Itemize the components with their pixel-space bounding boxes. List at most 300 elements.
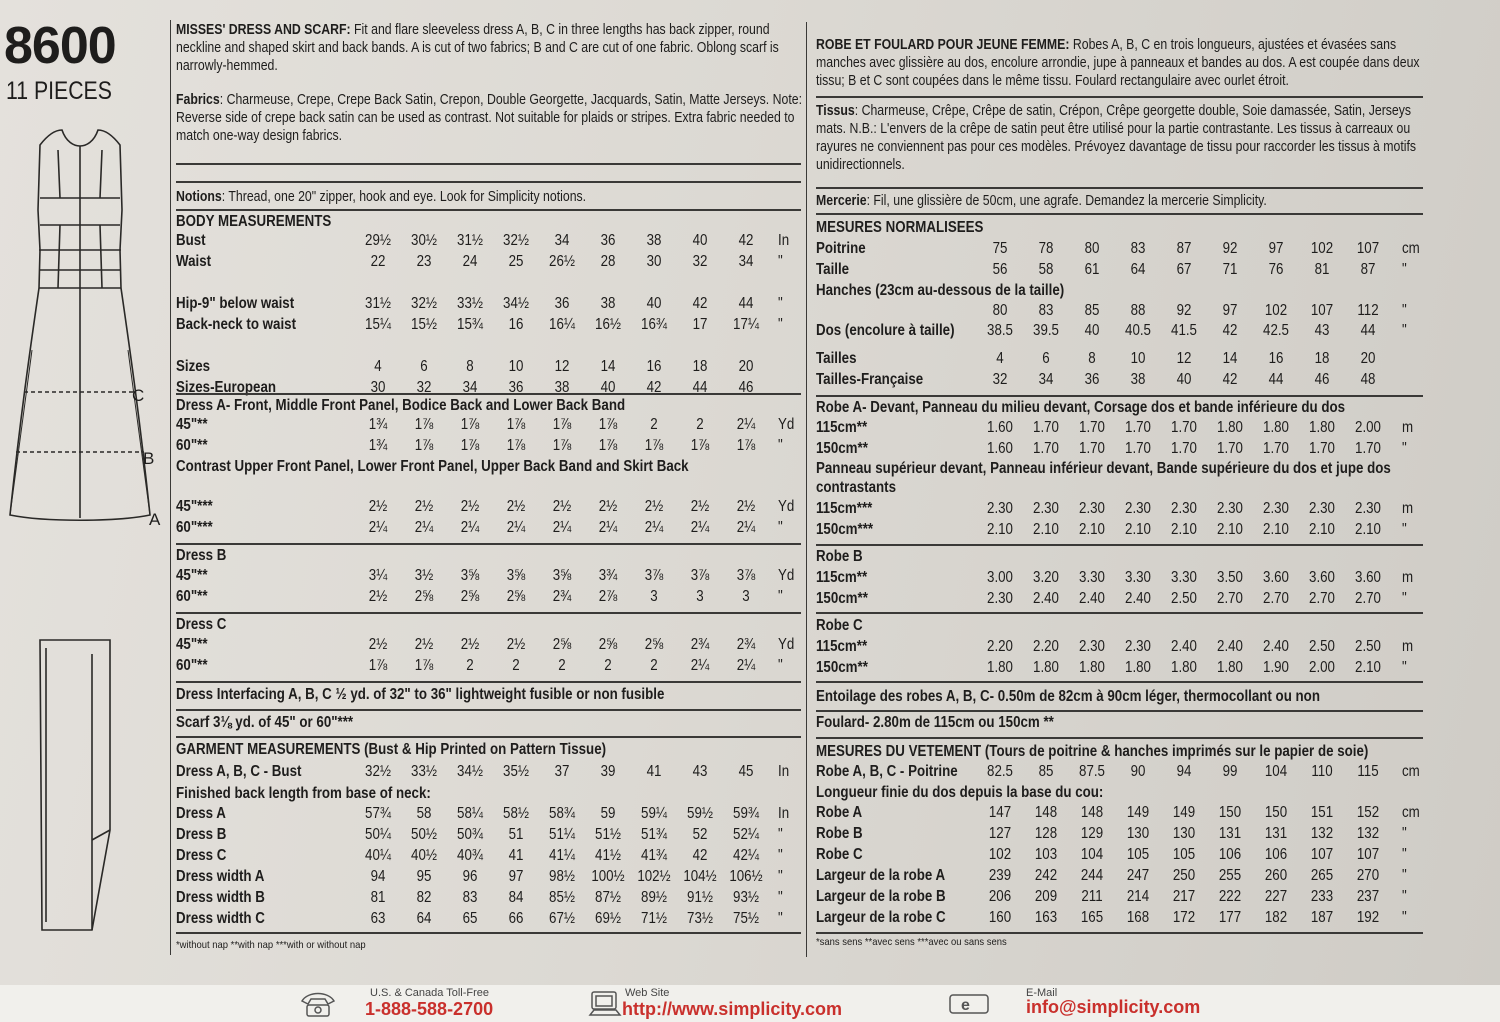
table-row <box>176 588 801 609</box>
size-value: 2¼ <box>690 657 710 674</box>
table-row <box>176 868 801 889</box>
size-value: 3.60 <box>1263 569 1289 586</box>
size-value: 34½ <box>503 295 529 312</box>
size-value: 51½ <box>595 826 621 843</box>
size-value: 2.30 <box>1309 500 1335 517</box>
table-row <box>816 419 1423 440</box>
size-value: 40½ <box>411 847 437 864</box>
rule <box>816 710 1423 712</box>
size-value: 150 <box>1218 804 1242 821</box>
size-value: 34 <box>738 253 754 270</box>
size-value: 31½ <box>457 232 483 249</box>
size-value: 34 <box>462 379 478 396</box>
size-value: 2.70 <box>1263 590 1289 607</box>
fr-fabrics: : Charmeuse, Crêpe, Crêpe de satin, Crépon, Crêpe georgette double, Soie damassée, Satin, Jerseys mats. N.B.: L'envers de la crêpe de satin peut être utilisé pour la partie contrastante. Les tissus à carreaux ou rayures ne conviennent pas pour ces modèles. Prévoyez davantage de tissu pour raccorder les tissus à motifs unidirectionnels. <box>816 103 1417 174</box>
table-row <box>816 888 1423 909</box>
unit-label: cm <box>1402 763 1420 780</box>
pattern-number: 8600 <box>4 17 116 75</box>
size-value: 18 <box>1314 350 1330 367</box>
size-value: 132 <box>1310 825 1334 842</box>
row-label: 45"** <box>176 416 208 433</box>
unit-label: " <box>778 253 783 270</box>
size-value: 3⅞ <box>736 567 756 584</box>
row-label: 45"** <box>176 636 208 653</box>
size-value: 94 <box>370 868 386 885</box>
size-value: 51¼ <box>549 826 575 843</box>
row-label: 115cm** <box>816 638 868 655</box>
size-value: 1¾ <box>368 416 388 433</box>
size-value: 237 <box>1356 888 1380 905</box>
size-value: 2.50 <box>1309 638 1335 655</box>
size-value: 2½ <box>690 498 710 515</box>
size-value: 83 <box>1130 240 1146 257</box>
phone-number[interactable]: 1-888-588-2700 <box>365 999 494 1019</box>
unit-label: " <box>778 847 783 864</box>
size-value: 38 <box>554 379 570 396</box>
size-value: 52 <box>692 826 708 843</box>
size-value: 40¾ <box>457 847 483 864</box>
table-row <box>176 889 801 910</box>
size-value: 45 <box>738 763 754 780</box>
size-value: 2.40 <box>1125 590 1151 607</box>
size-value: 1⅞ <box>414 416 434 433</box>
rule <box>816 395 1423 397</box>
size-value: 75½ <box>733 910 759 927</box>
size-value: 42 <box>692 295 708 312</box>
size-value: 250 <box>1172 867 1196 884</box>
size-value: 58½ <box>503 805 529 822</box>
size-value: 59 <box>600 805 616 822</box>
table-row <box>816 763 1423 784</box>
size-value: 6 <box>1042 350 1050 367</box>
size-value: 129 <box>1080 825 1104 842</box>
size-value: 2.70 <box>1217 590 1243 607</box>
rule <box>176 681 801 683</box>
size-value: 88 <box>1130 302 1146 319</box>
size-value: 182 <box>1264 909 1288 926</box>
row-label: Dress A <box>176 805 226 822</box>
size-value: 2.50 <box>1355 638 1381 655</box>
en-description-block <box>176 21 802 75</box>
size-value: 130 <box>1172 825 1196 842</box>
table-row <box>176 910 801 931</box>
svg-text:e: e <box>961 997 970 1014</box>
size-value: 76 <box>1268 261 1284 278</box>
size-value: 2½ <box>552 498 572 515</box>
divider-left <box>170 20 171 955</box>
size-value: 35½ <box>503 763 529 780</box>
size-value: 46 <box>1314 371 1330 388</box>
size-value: 2¼ <box>736 519 756 536</box>
size-value: 2.30 <box>1125 500 1151 517</box>
row-label: Sizes <box>176 358 211 375</box>
size-value: 211 <box>1081 888 1103 905</box>
size-value: 23 <box>416 253 432 270</box>
en-description: Fit and flare sleeveless dress A, B, C in three lengths has back zipper, round neckline and shaped skirt and back bands. A is cut of two fabrics; B and C are cut of one fabric. Oblong scarf is narrowly-hemmed. <box>176 22 779 75</box>
table-row <box>816 909 1423 930</box>
size-value: 36 <box>554 295 570 312</box>
size-value: 104½ <box>683 868 717 885</box>
size-value: 1.70 <box>1033 419 1059 436</box>
size-value: 20 <box>1360 350 1376 367</box>
rule <box>816 213 1423 215</box>
en-dress-c-title: Dress C <box>176 616 227 633</box>
size-value: 32 <box>692 253 708 270</box>
size-value: 97 <box>508 868 524 885</box>
size-value: 1⅞ <box>552 437 572 454</box>
size-value: 149 <box>1172 804 1196 821</box>
en-title: MISSES' DRESS AND SCARF: <box>176 22 351 38</box>
table-row <box>816 521 1423 542</box>
size-value: 1.80 <box>1033 659 1059 676</box>
size-value: 81 <box>1314 261 1330 278</box>
fr-description: Robes A, B, C en trois longueurs, ajustées et évasées sans manches avec glissière au dos, encolure arrondie, jupe à panneaux et bandes au dos. A est coupée dans deux tissu; B et C sont coupées dans le même tissu. Foulard rectangulaire avec ourlet étroit. <box>816 37 1420 90</box>
size-value: 187 <box>1310 909 1334 926</box>
row-label: Poitrine <box>816 240 866 257</box>
size-value: 260 <box>1264 867 1288 884</box>
unit-label: " <box>1402 261 1407 278</box>
table-row <box>816 240 1423 261</box>
size-value: 58 <box>416 805 432 822</box>
row-label: Dress width A <box>176 868 265 885</box>
size-value: 3¾ <box>598 567 618 584</box>
row-label: 60"** <box>176 437 208 454</box>
size-value: 1⅞ <box>414 657 434 674</box>
size-value: 85½ <box>549 889 575 906</box>
size-value: 65 <box>462 910 478 927</box>
fr-notions: : Fil, une glissière de 50cm, une agrafe. Demandez la mercerie Simplicity. <box>866 193 1267 209</box>
fr-footnote: *sans sens **avec sens ***avec ou sans sens <box>816 936 1007 948</box>
size-value: 233 <box>1310 888 1334 905</box>
web-label: Web Site <box>625 987 670 999</box>
row-label: Robe A <box>816 804 863 821</box>
row-label: Largeur de la robe A <box>816 867 946 884</box>
row-label: Dress A, B, C - Bust <box>176 763 302 780</box>
size-value: 1.60 <box>987 440 1013 457</box>
row-label: 115cm*** <box>816 500 873 517</box>
size-value: 177 <box>1218 909 1242 926</box>
size-value: 227 <box>1264 888 1288 905</box>
size-value: 1.80 <box>1079 659 1105 676</box>
size-value: 87 <box>1176 240 1192 257</box>
table-row <box>816 867 1423 888</box>
row-label: Sizes-European <box>176 379 277 396</box>
size-value: 100½ <box>591 868 625 885</box>
unit-label: Yd <box>778 416 795 433</box>
size-value: 2½ <box>506 498 526 515</box>
size-value: 38 <box>600 295 616 312</box>
size-value: 2½ <box>460 636 480 653</box>
phone-icon <box>298 989 338 1019</box>
web-link[interactable]: http://www.simplicity.com <box>622 999 843 1019</box>
size-value: 90 <box>1130 763 1146 780</box>
en-interfacing: Dress Interfacing A, B, C ½ yd. of 32" to 36" lightweight fusible or non fusible <box>176 686 665 703</box>
size-value: 2.10 <box>1309 521 1335 538</box>
size-value: 40 <box>1176 371 1192 388</box>
size-value: 2.40 <box>1217 638 1243 655</box>
unit-label: " <box>1402 440 1407 457</box>
unit-label: " <box>1402 888 1407 905</box>
fr-description-block <box>816 36 1423 90</box>
table-row <box>816 569 1423 590</box>
size-value: 28 <box>600 253 616 270</box>
size-value: 107 <box>1356 846 1380 863</box>
size-value: 2⅝ <box>460 588 480 605</box>
fr-title: ROBE ET FOULARD POUR JEUNE FEMME: <box>816 37 1070 53</box>
en-notions-block <box>176 188 802 206</box>
size-value: 32½ <box>503 232 529 249</box>
row-label: Dress width B <box>176 889 265 906</box>
table-row <box>816 804 1423 825</box>
size-value: 107 <box>1356 240 1380 257</box>
view-label-b: B <box>143 449 155 468</box>
table-row <box>176 253 801 274</box>
table-row <box>816 659 1423 680</box>
email-link[interactable]: info@simplicity.com <box>1026 997 1201 1017</box>
rule <box>816 932 1423 934</box>
size-value: 2½ <box>506 636 526 653</box>
size-value: 16 <box>508 316 524 333</box>
table-row <box>176 657 801 678</box>
size-value: 148 <box>1034 804 1058 821</box>
size-value: 17 <box>692 316 708 333</box>
unit-label: In <box>778 805 790 822</box>
size-value: 85 <box>1038 763 1054 780</box>
size-value: 2 <box>558 657 566 674</box>
size-value: 89½ <box>641 889 667 906</box>
size-value: 3.00 <box>987 569 1013 586</box>
size-value: 58 <box>1038 261 1054 278</box>
size-value: 30½ <box>411 232 437 249</box>
size-value: 214 <box>1126 888 1150 905</box>
size-value: 206 <box>988 888 1012 905</box>
size-value: 148 <box>1080 804 1104 821</box>
size-value: 2¼ <box>368 519 388 536</box>
table-row <box>176 295 801 316</box>
size-value: 2.70 <box>1309 590 1335 607</box>
size-value: 2½ <box>644 498 664 515</box>
size-value: 73½ <box>687 910 713 927</box>
row-label: Dress width C <box>176 910 265 927</box>
size-value: 3¼ <box>368 567 388 584</box>
size-value: 41¼ <box>549 847 575 864</box>
size-value: 1⅞ <box>690 437 710 454</box>
divider-middle <box>806 22 807 957</box>
unit-label: " <box>778 437 783 454</box>
size-value: 2.30 <box>1171 500 1197 517</box>
en-garment-title: GARMENT MEASUREMENTS (Bust & Hip Printed on Pattern Tissue) <box>176 741 607 758</box>
size-value: 2½ <box>414 636 434 653</box>
size-value: 78 <box>1038 240 1054 257</box>
size-value: 3.20 <box>1033 569 1059 586</box>
row-label: Dress B <box>176 826 227 843</box>
size-value: 12 <box>1176 350 1192 367</box>
size-value: 2 <box>512 657 520 674</box>
table-row <box>816 302 1423 323</box>
unit-label: " <box>778 826 783 843</box>
size-value: 128 <box>1034 825 1058 842</box>
rule <box>176 709 801 711</box>
table-row <box>816 638 1423 659</box>
unit-label: " <box>1402 302 1407 319</box>
unit-label: Yd <box>778 498 795 515</box>
size-value: 44 <box>692 379 708 396</box>
size-value: 41½ <box>595 847 621 864</box>
fr-back-length-title: Longueur finie du dos depuis la base du cou: <box>816 784 1104 801</box>
size-value: 151 <box>1310 804 1334 821</box>
row-label: Taille <box>816 261 850 278</box>
size-value: 50½ <box>411 826 437 843</box>
size-value: 1⅞ <box>414 437 434 454</box>
row-label: Tailles <box>816 350 857 367</box>
unit-label: " <box>1402 659 1407 676</box>
size-value: 97 <box>1222 302 1238 319</box>
rule <box>816 544 1423 546</box>
size-value: 71½ <box>641 910 667 927</box>
en-notions: : Thread, one 20" zipper, hook and eye. Look for Simplicity notions. <box>221 189 587 205</box>
table-row <box>176 498 801 519</box>
size-value: 3⅞ <box>644 567 664 584</box>
size-value: 2¼ <box>736 657 756 674</box>
size-value: 102 <box>988 846 1012 863</box>
size-value: 3⅝ <box>506 567 526 584</box>
size-value: 102 <box>1264 302 1288 319</box>
size-value: 4 <box>374 358 382 375</box>
unit-label: m <box>1402 500 1414 517</box>
table-row <box>176 358 801 379</box>
unit-label: In <box>778 763 790 780</box>
size-value: 1.70 <box>1079 419 1105 436</box>
unit-label: " <box>1402 867 1407 884</box>
fr-fabrics-block <box>816 102 1423 175</box>
en-contrast-title: Contrast Upper Front Panel, Lower Front Panel, Upper Back Band and Skirt Back <box>176 458 689 475</box>
fr-scarf: Foulard- 2.80m de 115cm ou 150cm ** <box>816 714 1054 731</box>
fr-notions-block <box>816 192 1423 210</box>
size-value: 239 <box>988 867 1012 884</box>
fr-contrast-title: Panneau supérieur devant, Panneau inférieur devant, Bande supérieure du dos et jupe dos <box>816 460 1391 477</box>
size-value: 40 <box>1084 322 1100 339</box>
row-label: Hip-9" below waist <box>176 295 295 312</box>
size-value: 1⅞ <box>644 437 664 454</box>
size-value: 34 <box>1038 371 1054 388</box>
size-value: 132 <box>1356 825 1380 842</box>
size-value: 1.80 <box>1217 659 1243 676</box>
size-value: 2.10 <box>987 521 1013 538</box>
row-label: Bust <box>176 232 206 249</box>
piece-count: 11 PIECES <box>6 77 112 105</box>
size-value: 165 <box>1080 909 1104 926</box>
size-value: 270 <box>1356 867 1380 884</box>
size-value: 107 <box>1310 846 1334 863</box>
size-value: 29½ <box>365 232 391 249</box>
size-value: 2⅝ <box>414 588 434 605</box>
size-value: 1¾ <box>368 437 388 454</box>
size-value: 3 <box>696 588 704 605</box>
size-value: 58¾ <box>549 805 575 822</box>
size-value: 2.30 <box>1079 500 1105 517</box>
table-row <box>816 350 1423 371</box>
size-value: 2.10 <box>1355 521 1381 538</box>
rule <box>176 181 801 183</box>
english-column <box>176 0 801 960</box>
size-value: 1⅞ <box>736 437 756 454</box>
fr-robe-a-title: Robe A- Devant, Panneau du milieu devant, Corsage dos et bande inférieure du dos <box>816 399 1346 416</box>
size-value: 41.5 <box>1171 322 1197 339</box>
row-label: Dress C <box>176 847 227 864</box>
size-value: 87½ <box>595 889 621 906</box>
table-row <box>176 636 801 657</box>
size-value: 2¼ <box>736 416 756 433</box>
table-row <box>176 567 801 588</box>
size-value: 2 <box>650 416 658 433</box>
size-value: 2¼ <box>598 519 618 536</box>
size-value: 103 <box>1034 846 1058 863</box>
size-value: 107 <box>1310 302 1334 319</box>
size-value: 51 <box>508 826 524 843</box>
size-value: 30 <box>646 253 662 270</box>
size-value: 34½ <box>457 763 483 780</box>
en-fabrics-label: Fabrics <box>176 92 220 108</box>
size-value: 41 <box>646 763 662 780</box>
size-value: 2½ <box>598 498 618 515</box>
view-label-c: C <box>132 386 145 405</box>
size-value: 56 <box>992 261 1008 278</box>
size-value: 2½ <box>368 636 388 653</box>
size-value: 39.5 <box>1033 322 1059 339</box>
rule <box>816 681 1423 683</box>
size-value: 265 <box>1310 867 1334 884</box>
size-value: 2½ <box>414 498 434 515</box>
size-value: 106 <box>1264 846 1288 863</box>
size-value: 92 <box>1176 302 1192 319</box>
size-value: 98½ <box>549 868 575 885</box>
size-value: 3½ <box>414 567 434 584</box>
size-value: 51¾ <box>641 826 667 843</box>
row-label: Robe B <box>816 825 863 842</box>
table-row <box>176 416 801 437</box>
size-value: 1.70 <box>1171 419 1197 436</box>
size-value: 44 <box>1268 371 1284 388</box>
unit-label: " <box>778 316 783 333</box>
size-value: 42 <box>1222 371 1238 388</box>
size-value: 2.40 <box>1079 590 1105 607</box>
unit-label: " <box>1402 521 1407 538</box>
size-value: 3.50 <box>1217 569 1243 586</box>
size-value: 3⅞ <box>690 567 710 584</box>
unit-label: " <box>1402 825 1407 842</box>
size-value: 43 <box>1314 322 1330 339</box>
size-value: 2½ <box>368 498 388 515</box>
size-value: 8 <box>466 358 474 375</box>
size-value: 1.80 <box>987 659 1013 676</box>
size-value: 147 <box>988 804 1012 821</box>
size-value: 64 <box>416 910 432 927</box>
size-value: 1.90 <box>1263 659 1289 676</box>
size-value: 102½ <box>637 868 671 885</box>
unit-label: " <box>1402 322 1407 339</box>
unit-label: m <box>1402 638 1414 655</box>
unit-label: Yd <box>778 567 795 584</box>
size-value: 2.10 <box>1033 521 1059 538</box>
row-label: Largeur de la robe B <box>816 888 946 905</box>
size-value: 39 <box>600 763 616 780</box>
size-value: 105 <box>1172 846 1196 863</box>
size-value: 93½ <box>733 889 759 906</box>
size-value: 2 <box>650 657 658 674</box>
size-value: 1⅞ <box>598 416 618 433</box>
size-value: 82.5 <box>987 763 1013 780</box>
rule <box>176 393 801 395</box>
